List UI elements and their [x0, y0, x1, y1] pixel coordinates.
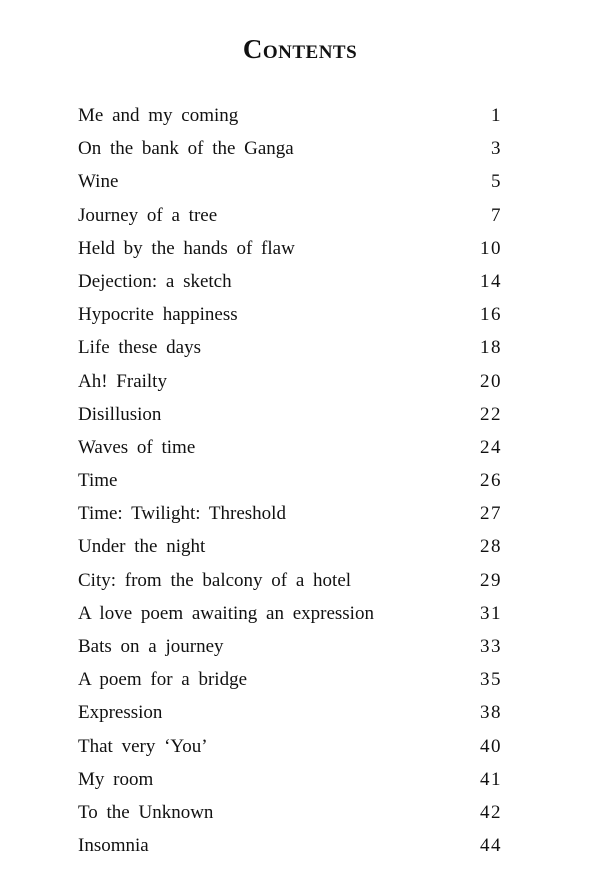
- toc-entry-page: 14: [480, 270, 502, 292]
- toc-entry-title: Life these days: [78, 337, 202, 359]
- toc-entry-page: 22: [480, 403, 502, 425]
- toc-entry: [78, 199, 502, 232]
- toc-entry: [78, 331, 502, 364]
- toc-entry-title: Me and my coming: [78, 105, 239, 126]
- toc-entry-page: 26: [480, 470, 502, 492]
- toc-entry: [78, 497, 502, 530]
- toc-entry-page: 33: [480, 636, 502, 657]
- toc-entry: [78, 132, 502, 165]
- page-title: Contents: [242, 34, 358, 64]
- toc-entry-page: 38: [480, 702, 502, 724]
- toc-entry: [78, 265, 502, 298]
- toc-entry: [78, 796, 502, 829]
- toc-entry: [78, 730, 502, 763]
- toc-entry-page: 20: [480, 370, 502, 392]
- toc-entry-title: Wine: [78, 171, 119, 193]
- toc-entry-title: Dejection: a sketch: [78, 270, 232, 292]
- toc-entry-title: On the bank of the Ganga: [78, 138, 294, 160]
- toc-entry-title: To the Unknown: [78, 801, 214, 823]
- toc-entry-title: Journey of a tree: [78, 204, 218, 226]
- toc-entry: [78, 663, 502, 696]
- toc-entry: [78, 298, 502, 331]
- toc-entry-title: Insomnia: [78, 835, 149, 857]
- toc-entry: [78, 597, 502, 630]
- toc-entry-page: 10: [480, 237, 502, 259]
- toc-entry-page: 7: [491, 204, 502, 226]
- toc-entry-page: 31: [480, 602, 502, 624]
- toc-entry: [78, 530, 502, 563]
- toc-entry-page: 16: [480, 304, 502, 326]
- toc-entry-title: Under the night: [78, 536, 206, 558]
- toc-entry-page: 3: [491, 138, 502, 160]
- toc-entry-page: 40: [480, 735, 502, 757]
- toc-entry-page: 1: [491, 105, 502, 126]
- toc-entry-page: 41: [480, 768, 502, 790]
- toc-entry: [78, 464, 502, 497]
- toc-entry-page: 24: [480, 436, 502, 458]
- toc-entry-title: Held by the hands of flaw: [78, 237, 295, 259]
- toc-entry: [78, 232, 502, 265]
- toc-entry-page: 42: [480, 801, 502, 823]
- toc-entry-title: City: from the balcony of a hotel: [78, 569, 352, 591]
- toc-entry-page: 35: [480, 669, 502, 691]
- toc-entry-title: My room: [78, 768, 154, 790]
- toc-entry-title: Bats on a journey: [78, 636, 224, 657]
- toc-entry: [78, 398, 502, 431]
- toc-entry: [78, 763, 502, 796]
- toc-entry-page: 44: [480, 835, 502, 857]
- toc-entry-title: Time: Twilight: Threshold: [78, 503, 286, 525]
- toc-entry-page: 29: [480, 569, 502, 591]
- toc-entry-page: 28: [480, 536, 502, 558]
- toc-entry-page: 27: [480, 503, 502, 525]
- toc-entry-title: Time: [78, 470, 118, 492]
- toc-entry-title: A poem for a bridge: [78, 669, 248, 691]
- toc-entry-title: A love poem awaiting an expression: [78, 602, 374, 624]
- toc-entry: [78, 365, 502, 398]
- toc-entry-title: Hypocrite happiness: [78, 304, 238, 326]
- toc-entry: [78, 696, 502, 729]
- toc-entry: [78, 829, 502, 862]
- toc-entry: [78, 431, 502, 464]
- toc-entry: [78, 564, 502, 597]
- toc-entry: [78, 99, 502, 132]
- toc-entry: [78, 630, 502, 663]
- toc-entry-title: That very ‘You’: [78, 735, 208, 757]
- toc-entry-title: Expression: [78, 702, 163, 724]
- table-of-contents: [78, 99, 502, 862]
- toc-entry-page: 18: [480, 337, 502, 359]
- toc-entry-page: 5: [491, 171, 502, 193]
- toc-entry-title: Waves of time: [78, 436, 196, 458]
- toc-entry: [78, 165, 502, 198]
- toc-entry-title: Ah! Frailty: [78, 370, 167, 392]
- toc-entry-title: Disillusion: [78, 403, 162, 425]
